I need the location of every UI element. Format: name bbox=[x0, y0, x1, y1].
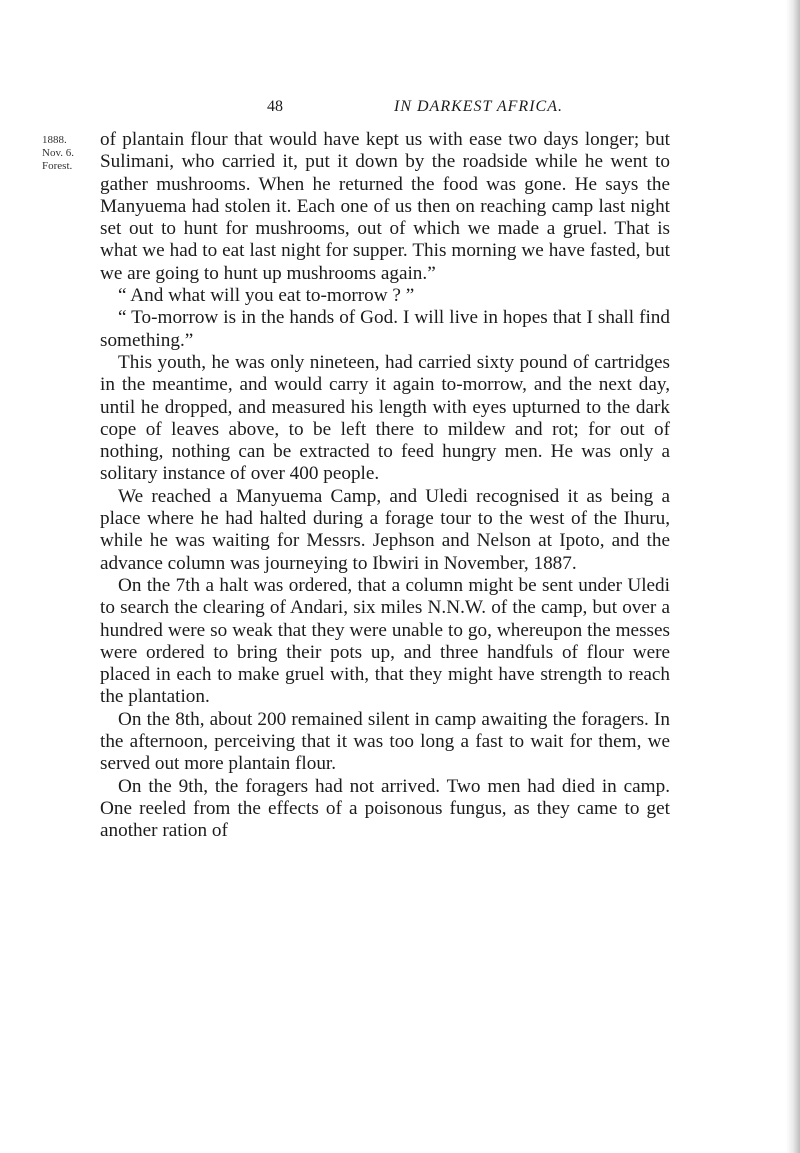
paragraph: of plantain flour that would have kept us with ease two days longer; but Sulimani, who carried it, put it down by the roadside while he went to gather mushrooms. When he returned the food was gone. He says the Manyuema had stolen it. Each one of us then on reaching camp last night set out to hunt for mushrooms, out of which we made a gruel. That is what we had to eat last night for supper. This morning we have fasted, but we are going to hunt up mushrooms again.” bbox=[100, 129, 670, 284]
paragraph: We reached a Manyuema Camp, and Uledi recognised it as being a place where he had halted during a forage tour to the west of the Ihuru, while he was waiting for Messrs. Jephson and Nelson at Ipoto, and the advance column was journeying to Ibwiri in November, 1887. bbox=[100, 485, 670, 574]
page-number: 48 bbox=[267, 98, 283, 115]
paragraph: On the 8th, about 200 remained silent in camp awaiting the foragers. In the afternoon, perceiving that it was too long a fast to wait for them, we served out more plantain flour. bbox=[100, 708, 670, 775]
paragraph: “ To-morrow is in the hands of God. I will live in hopes that I shall find something.” bbox=[100, 307, 670, 351]
margin-note-date: Nov. 6. bbox=[42, 147, 74, 159]
body-text bbox=[100, 129, 670, 843]
paragraph: On the 7th a halt was ordered, that a column might be sent under Uledi to search the clearing of Andari, six miles N.N.W. of the camp, but over a hundred were so weak that they were unable to go, whereupon the messes were ordered to bring their pots up, and three handfuls of flour were placed in each to make gruel with, that they might have strength to reach the plantation. bbox=[100, 574, 670, 708]
paragraph: “ And what will you eat to-morrow ? ” bbox=[118, 285, 415, 307]
margin-note bbox=[42, 134, 92, 173]
page-header bbox=[267, 98, 657, 122]
margin-note-place: Forest. bbox=[42, 160, 73, 172]
running-head: IN DARKEST AFRICA. bbox=[394, 98, 563, 115]
paragraph: This youth, he was only nineteen, had carried sixty pound of cartridges in the meantime, and would carry it again to-morrow, and the next day, until he dropped, and measured his length with eyes upturned to the dark cope of leaves above, to be left there to mildew and rot; for out of nothing, nothing can be extracted to feed hungry men. He was only a solitary instance of over 400 people. bbox=[100, 351, 670, 485]
page-edge-shadow bbox=[786, 0, 800, 1153]
paragraph: On the 9th, the foragers had not arrived. Two men had died in camp. One reeled from the effects of a poisonous fungus, as they came to get another ration of bbox=[100, 775, 670, 842]
margin-note-year: 1888. bbox=[42, 134, 67, 146]
